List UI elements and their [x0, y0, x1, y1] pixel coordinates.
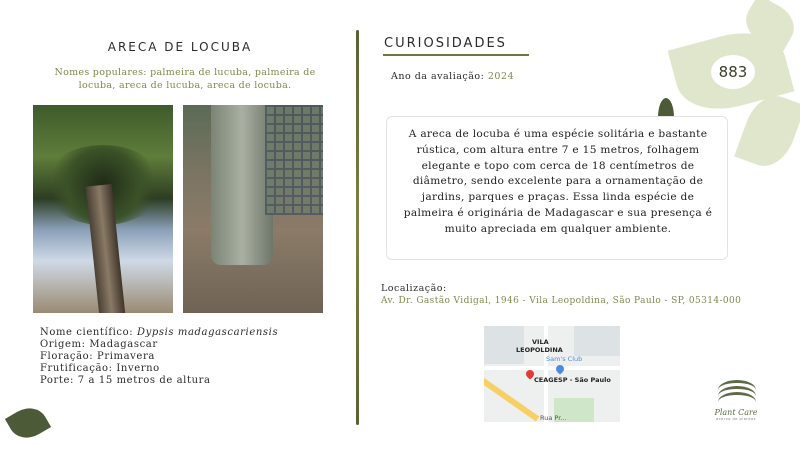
palm-trunk [211, 105, 273, 265]
map-block [574, 326, 620, 356]
palm-crown-photo [33, 105, 173, 313]
curiosities-text: A areca de locuba é uma espécie solitária e bastante rústica, com altura entre 7 e 15 metros, folhagem elegante e topo com cerca de 18 centímetros de diâmetro, sendo excelente para a ornamentação de jardins, parques e praças. Essa linda espécie de palmeira é originária de Madagascar e sua presença é muito apreciada em qualquer ambiente. [403, 128, 713, 235]
scientific-name-row [40, 327, 278, 339]
evaluation-year [391, 71, 514, 82]
title-underline [383, 54, 529, 56]
year-label: Ano da avaliação: [391, 71, 485, 82]
logo-leaf-icon [714, 378, 758, 402]
location-label: Localização: [381, 283, 447, 294]
popular-names: Nomes populares: palmeira de lucuba, palmeira de locuba, areca de lucuba, areca de locuba. [54, 67, 316, 91]
map-area-label: VILA [532, 338, 549, 346]
map-area-label: LEOPOLDINA [516, 346, 563, 354]
year-value: 2024 [487, 71, 515, 82]
curiosities-card [386, 116, 728, 260]
curiosities-title: CURIOSIDADES [384, 36, 507, 51]
plant-size: Porte: 7 a 15 metros de altura [40, 375, 211, 386]
leaf-icon [5, 401, 51, 445]
brand-name: Plant Care [714, 408, 758, 417]
flowering: Floração: Primavera [40, 351, 155, 362]
map-block [484, 326, 524, 364]
palm-trunk-photo [183, 105, 323, 313]
map-highway [484, 376, 539, 421]
map-road [484, 366, 620, 370]
scientific-name: Dypsis madagascariensis [137, 327, 279, 338]
map-poi-label: Sam's Club [546, 355, 583, 363]
column-divider [356, 30, 359, 425]
map-street-label: Rua Pr... [540, 414, 567, 422]
scientific-name-label: Nome científico: [40, 327, 134, 338]
plant-title: ARECA DE LOCUBA [107, 40, 253, 54]
fruiting: Frutificação: Inverno [40, 363, 160, 374]
location-map[interactable] [484, 326, 620, 422]
map-poi-label: CEAGESP - São Paulo [534, 376, 611, 384]
location-address[interactable]: Av. Dr. Gastão Vidigal, 1946 - Vila Leopoldina, São Paulo - SP, 05314-000 [381, 296, 742, 306]
brand-logo [704, 378, 768, 421]
origin: Origem: Madagascar [40, 339, 158, 350]
brand-tagline: acervo de plantas [716, 417, 756, 421]
fence [265, 105, 323, 215]
plant-number-badge: 883 [711, 55, 755, 89]
plant-facts [40, 327, 278, 387]
